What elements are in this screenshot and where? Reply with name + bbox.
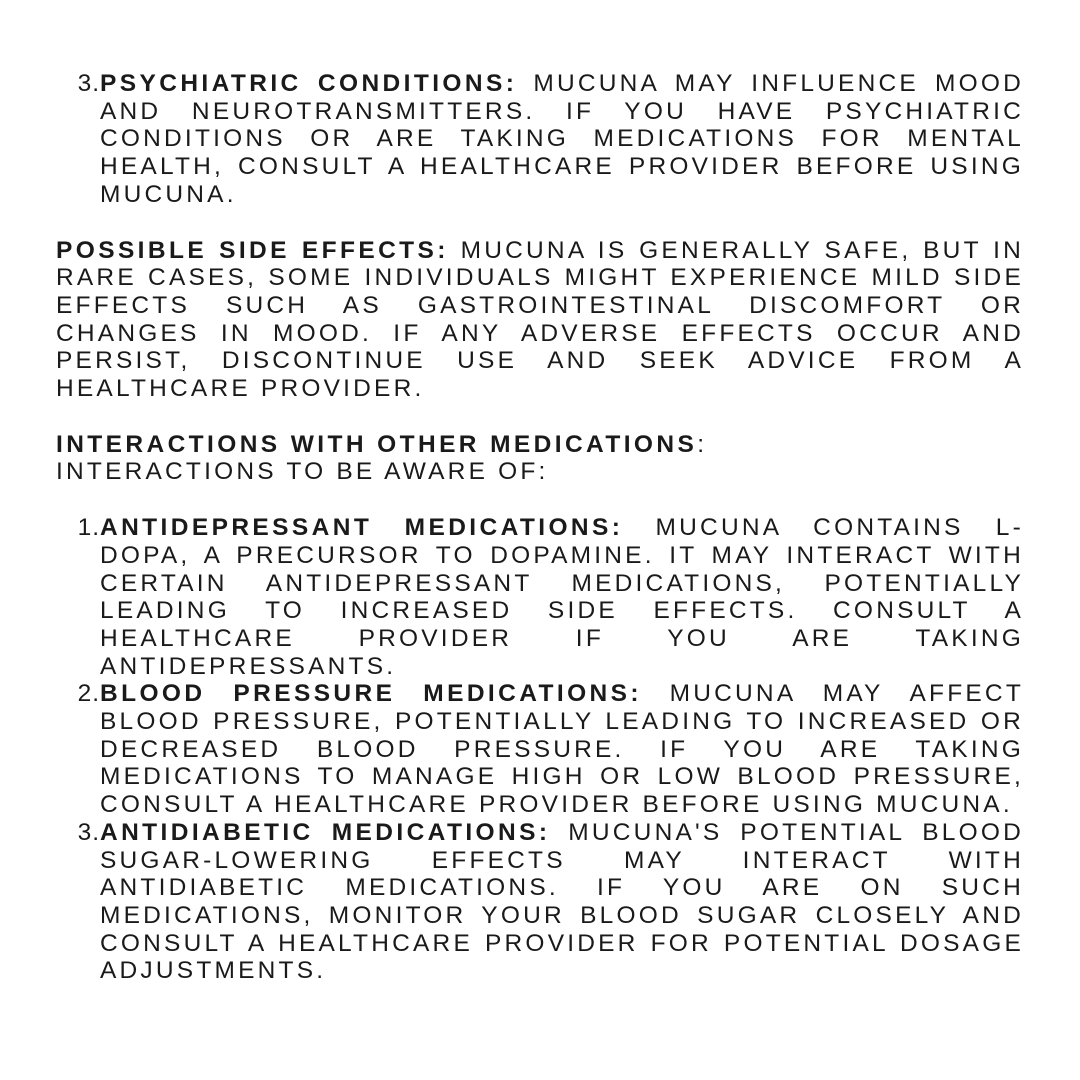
side-effects-paragraph	[56, 237, 1024, 403]
item-body: MUCUNA'S POTENTIAL BLOOD SUGAR-LOWERING EFFECTS MAY INTERACT WITH ANTIDIABETIC MEDICATIONS. IF YOU ARE ON SUCH MEDICATIONS, MONITOR YOUR BLOOD SUGAR CLOSELY AND CONSULT A HEALTHCARE PROVIDER FOR POTENTIAL DOSAGE ADJUSTMENTS.	[100, 818, 1025, 985]
list-item-text	[100, 680, 1024, 819]
list-item-text	[100, 819, 1024, 985]
interactions-heading: INTERACTIONS WITH OTHER MEDICATIONS	[56, 430, 698, 458]
interactions-intro: INTERACTIONS TO BE AWARE OF:	[56, 458, 549, 486]
side-effects-heading: POSSIBLE SIDE EFFECTS:	[56, 236, 449, 264]
list-number: 1.	[77, 514, 100, 542]
interactions-list	[56, 514, 1024, 985]
list-item-psychiatric-conditions	[56, 70, 1024, 209]
list-item-text	[100, 70, 1024, 209]
side-effects-body: MUCUNA IS GENERALLY SAFE, BUT IN RARE CASES, SOME INDIVIDUALS MIGHT EXPERIENCE MILD SIDE EFFECTS SUCH AS GASTROINTESTINAL DISCOMFORT OR CHANGES IN MOOD. IF ANY ADVERSE EFFECTS OCCUR AND PERSIST, DISCONTINUE USE AND SEEK ADVICE FROM A HEALTHCARE PROVIDER.	[56, 236, 1024, 403]
list-item-text	[100, 514, 1024, 680]
list-item-antidiabetic	[56, 819, 1024, 985]
list-number: 3.	[77, 818, 100, 846]
list-item-antidepressant	[56, 514, 1024, 680]
item-body: MUCUNA MAY AFFECT BLOOD PRESSURE, POTENTIALLY LEADING TO INCREASED OR DECREASED BLOOD PRESSURE. IF YOU ARE TAKING MEDICATIONS TO MANAGE HIGH OR LOW BLOOD PRESSURE, CONSULT A HEALTHCARE PROVIDER BEFORE USING MUCUNA.	[100, 680, 1024, 819]
psychiatric-list	[56, 70, 1024, 209]
item-heading: ANTIDEPRESSANT MEDICATIONS:	[100, 514, 624, 542]
interactions-heading-colon: :	[697, 430, 708, 458]
item-body: MUCUNA CONTAINS L-DOPA, A PRECURSOR TO DOPAMINE. IT MAY INTERACT WITH CERTAIN ANTIDEPRESSANT MEDICATIONS, POTENTIALLY LEADING TO INCREASED SIDE EFFECTS. CONSULT A HEALTHCARE PROVIDER IF YOU ARE TAKING ANTIDEPRESSANTS.	[100, 514, 1024, 680]
interactions-heading-line	[56, 431, 1024, 459]
item-heading: PSYCHIATRIC CONDITIONS:	[100, 70, 518, 97]
list-number: 3.	[77, 70, 100, 97]
item-heading: BLOOD PRESSURE MEDICATIONS:	[100, 680, 642, 708]
list-item-blood-pressure	[56, 680, 1024, 819]
list-number: 2.	[77, 680, 100, 708]
item-body: MUCUNA MAY INFLUENCE MOOD AND NEUROTRANSMITTERS. IF YOU HAVE PSYCHIATRIC CONDITIONS OR ARE TAKING MEDICATIONS FOR MENTAL HEALTH, CONSULT A HEALTHCARE PROVIDER BEFORE USING MUCUNA.	[100, 70, 1024, 208]
item-heading: ANTIDIABETIC MEDICATIONS:	[100, 818, 551, 846]
